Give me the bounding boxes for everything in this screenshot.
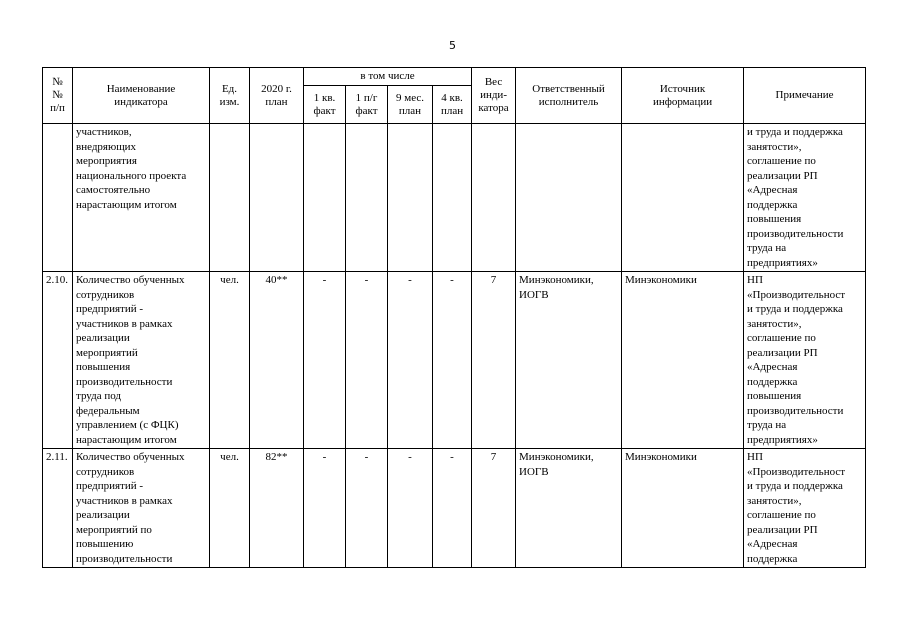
header-h1: 1 п/г факт — [346, 86, 388, 124]
header-unit: Ед. изм. — [210, 68, 250, 124]
row-unit: чел. — [210, 272, 250, 449]
row-q4 — [433, 124, 472, 272]
row-h1: - — [346, 449, 388, 568]
header-q4: 4 кв. план — [433, 86, 472, 124]
row-h1: - — [346, 272, 388, 449]
row-responsible: Минэкономики, ИОГВ — [516, 449, 622, 568]
row-weight: 7 — [472, 449, 516, 568]
header-num: № № п/п — [43, 68, 73, 124]
row-plan: 82** — [250, 449, 304, 568]
page-number: 5 — [449, 39, 456, 52]
row-note: НП «Производительност и труда и поддержка занятости», соглашение по реализации РП «Адресная поддержка повышения производительности труда на предприятиях» — [744, 272, 866, 449]
row-plan: 40** — [250, 272, 304, 449]
row-q1 — [304, 124, 346, 272]
table-row — [43, 449, 866, 568]
header-responsible: Ответственный исполнитель — [516, 68, 622, 124]
row-num: 2.11. — [43, 449, 73, 568]
row-num: 2.10. — [43, 272, 73, 449]
row-q1: - — [304, 272, 346, 449]
row-note: и труда и поддержка занятости», соглашение по реализации РП «Адресная поддержка повышения производительности труда на предприятиях» — [744, 124, 866, 272]
header-weight: Вес инди- катора — [472, 68, 516, 124]
header-including: в том числе — [304, 68, 472, 86]
row-9m — [388, 124, 433, 272]
row-h1 — [346, 124, 388, 272]
row-q1: - — [304, 449, 346, 568]
header-name: Наименование индикатора — [73, 68, 210, 124]
row-note: НП «Производительност и труда и поддержка занятости», соглашение по реализации РП «Адресная поддержка — [744, 449, 866, 568]
row-unit: чел. — [210, 449, 250, 568]
row-name: участников, внедряющих мероприятия национального проекта самостоятельно нарастающим итогом — [73, 124, 210, 272]
row-num — [43, 124, 73, 272]
header-note: Примечание — [744, 68, 866, 124]
row-9m: - — [388, 449, 433, 568]
indicators-table — [42, 67, 866, 568]
row-q4: - — [433, 272, 472, 449]
header-row-1 — [43, 68, 866, 86]
row-weight: 7 — [472, 272, 516, 449]
row-unit — [210, 124, 250, 272]
row-source: Минэкономики — [622, 449, 744, 568]
row-source: Минэкономики — [622, 272, 744, 449]
header-source: Источник информации — [622, 68, 744, 124]
row-source — [622, 124, 744, 272]
row-responsible: Минэкономики, ИОГВ — [516, 272, 622, 449]
table-row — [43, 272, 866, 449]
row-plan — [250, 124, 304, 272]
row-q4: - — [433, 449, 472, 568]
row-name: Количество обученных сотрудников предприятий - участников в рамках реализации мероприятий повышения производительности труда под федеральным управлением (с ФЦК) нарастающим итогом — [73, 272, 210, 449]
header-9m: 9 мес. план — [388, 86, 433, 124]
header-plan-2020: 2020 г. план — [250, 68, 304, 124]
header-q1: 1 кв. факт — [304, 86, 346, 124]
row-weight — [472, 124, 516, 272]
table-row — [43, 124, 866, 272]
row-name: Количество обученных сотрудников предприятий - участников в рамках реализации мероприятий по повышению производительности — [73, 449, 210, 568]
row-responsible — [516, 124, 622, 272]
row-9m: - — [388, 272, 433, 449]
